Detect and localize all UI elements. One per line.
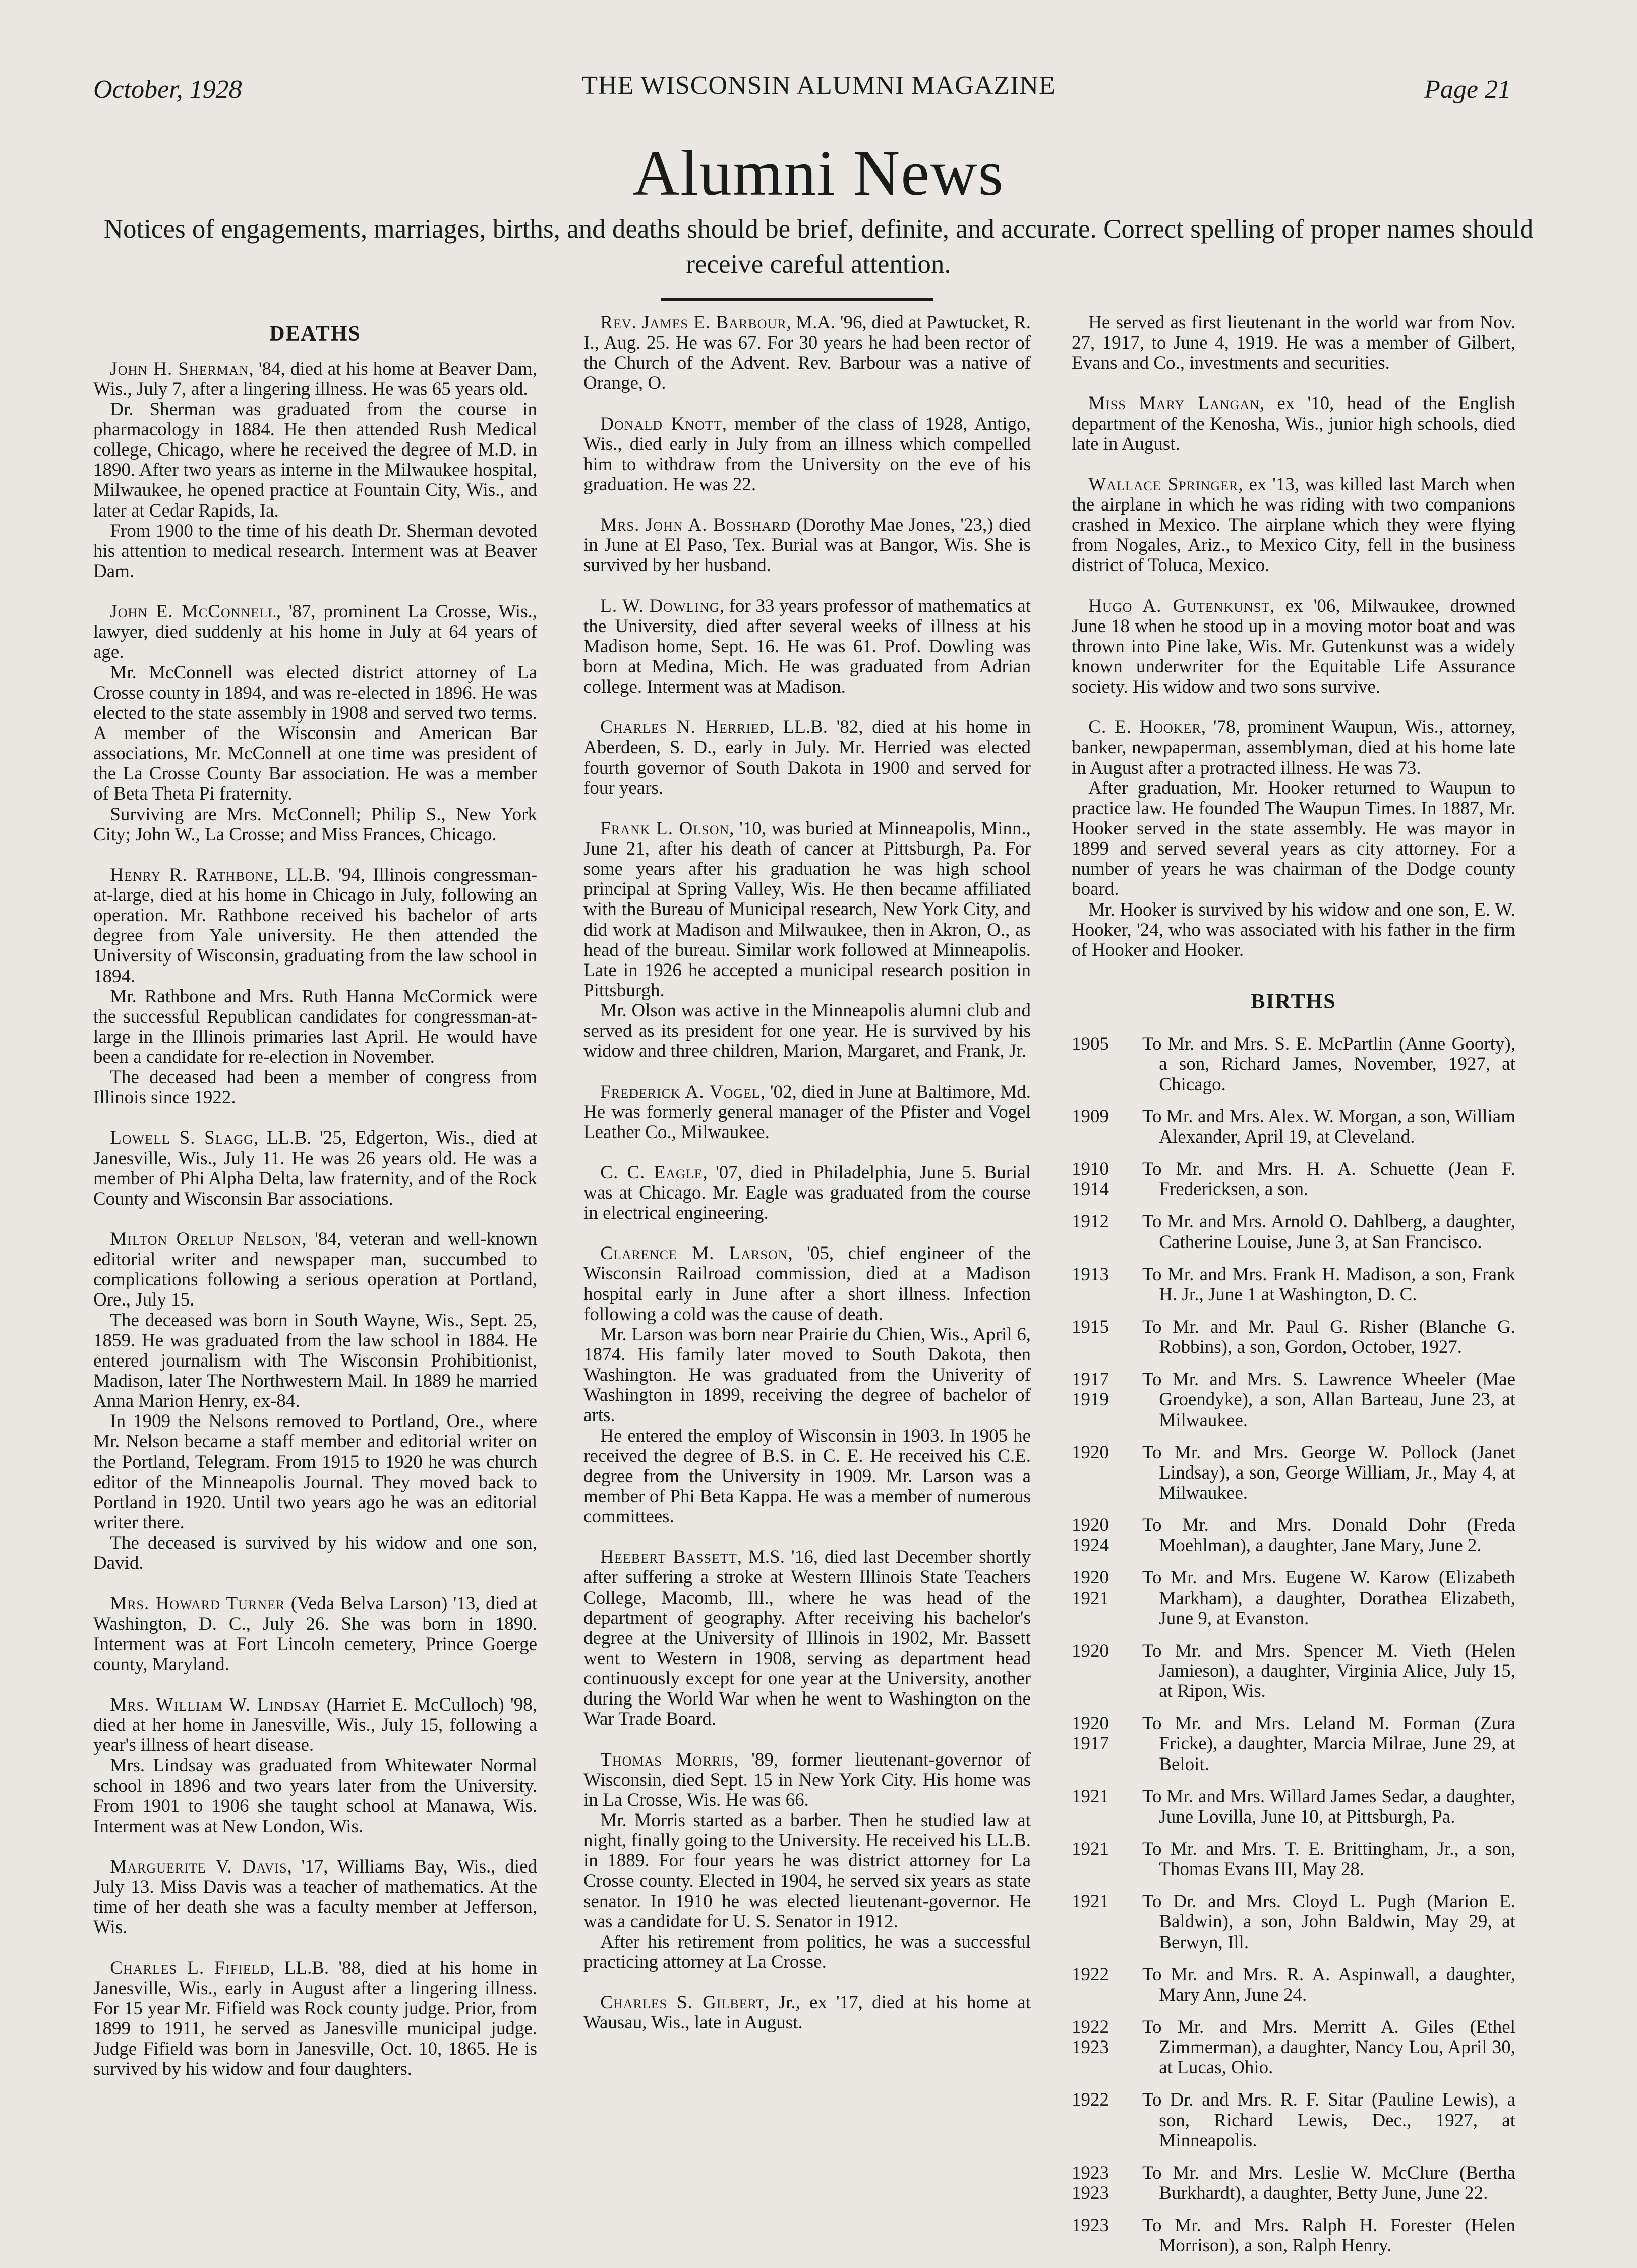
birth-entry — [1072, 2216, 1515, 2256]
birth-entry — [1072, 1159, 1515, 1200]
obituary-lead — [93, 1695, 537, 1755]
obituary-lead — [93, 359, 537, 400]
birth-notice: To Mr. and Mrs. H. A. Schuette (Jean F. Fredericksen, a son. — [1142, 1159, 1515, 1200]
obituary-text: In 1909 the Nelsons removed to Portland, Ore., where Mr. Nelson became a staff member and editorial writer on the Portland, Telegram. From 1915 to 1920 he was church editor of the Minneapolis Journal. They moved back to Portland in 1920. Until two years ago he was an editorial writer there. — [93, 1411, 537, 1534]
birth-notice: To Dr. and Mrs. Cloyd L. Pugh (Marion E. Baldwin), a son, John Baldwin, May 29, at Berwyn, Ill. — [1142, 1891, 1515, 1953]
obituary-entry — [93, 602, 537, 845]
obituary-text: , LL.B. '25, Edgerton, Wis., died at Janesville, Wis., July 11. He was 26 years old. He was a member of Phi Alpha Delta, law fraternity, and of the Rock County and Wisconsin Bar associations. — [93, 1127, 537, 1209]
obituary-entry — [93, 865, 537, 1108]
birth-notice: To Mr. and Mrs. Merritt A. Giles (Ethel Zimmerman), a daughter, Nancy Lou, April 30, at Lucas, Ohio. — [1142, 2016, 1515, 2078]
obituary-lead — [1072, 475, 1515, 576]
obituary-text: , '87, prominent La Crosse, Wis., lawyer, died suddenly at his home in July at 64 years of age. — [93, 601, 537, 663]
obituary-lead — [583, 313, 1031, 394]
birth-class-years — [1072, 1641, 1142, 1702]
obituary-lead — [583, 1163, 1031, 1223]
obituary-entry — [93, 1594, 537, 1675]
obituary-entry — [583, 1243, 1031, 1527]
birth-entry — [1072, 1317, 1515, 1357]
class-year: 1920 — [1072, 1442, 1109, 1463]
birth-notice: To Mr. and Mrs. Leland M. Forman (Zura Fricke), a daughter, Marcia Milrae, June 29, at Beloit. — [1142, 1713, 1515, 1775]
obituary-lead — [583, 414, 1031, 495]
birth-notice: To Mr. and Mrs. Willard James Sedar, a daughter, June Lovilla, June 10, at Pittsburgh, Pa. — [1142, 1786, 1515, 1827]
obituary-name: John E. McConnell — [110, 601, 276, 622]
deaths-heading: DEATHS — [269, 322, 361, 346]
birth-notice: To Mr. and Mrs. Spencer M. Vieth (Helen Jamieson), a daughter, Virginia Alice, July 15, at Ripon, Wis. — [1142, 1640, 1515, 1702]
birth-notice: To Mr. and Mrs. Leslie W. McClure (Bertha Burkhardt), a daughter, Betty June, June 22. — [1142, 2162, 1515, 2203]
class-year: 1920 — [1072, 1567, 1109, 1589]
obituary-name: Henry R. Rathbone — [110, 864, 274, 885]
obituary-text: Mr. Hooker is survived by his widow and one son, E. W. Hooker, '24, who was associated with his father in the firm of Hooker and Hooker. — [1072, 899, 1515, 960]
obituary-text: After graduation, Mr. Hooker returned to Waupun to practice law. He founded The Waupun Times. In 1887, Mr. Hooker served in the state assembly. He was mayor in 1899 and served several years as city attorney. For a number of years he was chairman of the Dodge county board. — [1072, 777, 1515, 900]
birth-entry — [1072, 1034, 1515, 1095]
obituary-paragraph — [93, 521, 537, 582]
birth-entry — [1072, 1265, 1515, 1305]
obituary-paragraph — [93, 1411, 537, 1533]
obituary-lead — [1072, 596, 1515, 698]
birth-notice: To Mr. and Mrs. Eugene W. Karow (Elizabeth Markham), a daughter, Dorathea Elizabeth, June 9, at Evanston. — [1142, 1567, 1515, 1629]
obituary-lead — [1072, 393, 1515, 454]
obituary-entry — [1072, 596, 1515, 698]
obituary-entry — [93, 1695, 537, 1837]
obituary-name: Mrs. William W. Lindsay — [110, 1694, 321, 1715]
birth-entry — [1072, 1107, 1515, 1147]
obituary-paragraph — [93, 1755, 537, 1837]
obituary-entry — [583, 515, 1031, 576]
obituary-text: , for 33 years professor of mathematics at the University, died after several weeks of illness at his Madison home, Sept. 16. He was 61. Prof. Dowling was born at Medina, Mich. He was graduated from Adrian college. Interment was at Madison. — [583, 595, 1031, 698]
class-year: 1921 — [1072, 1786, 1109, 1807]
obituary-lead — [93, 865, 537, 987]
obituary-text: Mrs. Lindsay was graduated from Whitewater Normal school in 1896 and two years later from the University. From 1901 to 1906 she taught school at Manawa, Wis. Interment was at New London, Wis. — [93, 1755, 537, 1837]
obituary-text: , member of the class of 1928, Antigo, Wis., died early in July from an illness which compelled him to withdraw from the University on the eve of his graduation. He was 22. — [583, 413, 1031, 495]
obituary-name: Marguerite V. Davis — [110, 1856, 287, 1877]
column-2 — [583, 313, 1031, 2053]
obituary-text: The deceased was born in South Wayne, Wis., Sept. 25, 1859. He was graduated from the law school in 1884. He entered journalism with The Wisconsin Prohibitionist, Madison, later The Northwestern Mail. In 1889 he married Anna Marion Henry, ex-84. — [93, 1310, 537, 1412]
obituary-paragraph — [1072, 313, 1515, 373]
page-number: Page 21 — [1424, 75, 1511, 104]
birth-notice: To Mr. and Mrs. Ralph H. Forester (Helen Morrison), a son, Ralph Henry. — [1142, 2215, 1515, 2256]
birth-class-years — [1072, 1515, 1142, 1556]
obituary-text: He served as first lieutenant in the world war from Nov. 27, 1917, to June 4, 1919. He was a member of Gilbert, Evans and Co., investments and securities. — [1072, 312, 1515, 374]
birth-class-years — [1072, 2090, 1142, 2150]
birth-entry — [1072, 2090, 1515, 2150]
class-year: 1912 — [1072, 1211, 1109, 1232]
birth-notice: To Mr. and Mrs. R. A. Aspinwall, a daughter, Mary Ann, June 24. — [1142, 1964, 1515, 2005]
obituary-lead — [583, 596, 1031, 698]
magazine-name: THE WISCONSIN ALUMNI MAGAZINE — [581, 71, 1056, 100]
class-year: 1922 — [1072, 2016, 1109, 2037]
obituary-text: , ex '13, was killed last March when the airplane in which he was riding with two companions crashed in Mexico. The airplane which they were flying from Nogales, Ariz., to Mexico City, fell in the business district of Toluca, Mexico. — [1072, 474, 1516, 576]
birth-entry — [1072, 1965, 1515, 2005]
birth-class-years — [1072, 1034, 1142, 1095]
obituary-text: (Harriet E. McCulloch) '98, died at her home in Janesville, Wis., July 15, following a year's illness of heart disease. — [93, 1694, 537, 1756]
obituary-entry — [1072, 717, 1515, 960]
obituary-name: Rev. James E. Barbour — [600, 312, 787, 333]
obituary-entry — [93, 1128, 537, 1209]
obituary-entry — [1072, 393, 1515, 454]
obituary-name: Thomas Morris — [600, 1749, 734, 1770]
obituary-text: , ex '06, Milwaukee, drowned June 18 when he stood up in a moving motor boat and was thrown into Pine lake, Wis. Mr. Gutenkunst was a widely known underwriter for the Equitable Life Assurance society. His widow and two sons survive. — [1072, 595, 1516, 698]
obituary-paragraph — [93, 400, 537, 521]
birth-notice: To Mr. and Mrs. S. E. McPartlin (Anne Goorty), a son, Richard James, November, 1927, at Chicago. — [1142, 1033, 1515, 1095]
birth-entry — [1072, 2017, 1515, 2078]
obituary-name: Frank L. Olson — [600, 818, 730, 839]
class-year: 1917 — [1072, 1733, 1109, 1754]
obituary-name: Heebert Bassett — [600, 1547, 737, 1568]
page-title: Alumni News — [632, 137, 1005, 209]
obituary-entry — [583, 1082, 1031, 1143]
obituary-lead — [93, 1594, 537, 1675]
obituary-name: Mrs. Howard Turner — [110, 1593, 285, 1614]
class-year: 1913 — [1072, 1264, 1109, 1285]
birth-entry — [1072, 1641, 1515, 1702]
obituary-lead — [583, 1547, 1031, 1729]
birth-entry — [1072, 2163, 1515, 2203]
obituary-entry-continued — [583, 1993, 1031, 2033]
birth-class-years — [1072, 1892, 1142, 1952]
obituary-text: Mr. McConnell was elected district attorney of La Crosse county in 1894, and was re-elected in 1896. He was elected to the state assembly in 1908 and served two terms. A member of the Wisconsin and American Bar associations, Mr. McConnell at one time was president of the La Crosse County Bar association. He was a member of Beta Theta Pi fraternity. — [93, 662, 537, 805]
obituary-name: John H. Sherman — [110, 358, 249, 379]
class-year: 1921 — [1072, 1587, 1109, 1609]
class-year: 1910 — [1072, 1159, 1109, 1180]
obituary-text: Mr. Rathbone and Mrs. Ruth Hanna McCormick were the successful Republican candidates for congressman-at-large in the Illinois primaries last April. He would have been a candidate for re-election in November. — [93, 986, 537, 1068]
obituary-text: (Dorothy Mae Jones, '23,) died in June at El Paso, Tex. Burial was at Bangor, Wis. She is survived by her husband. — [583, 515, 1031, 576]
obituary-entry — [583, 819, 1031, 1062]
obituary-text: , '89, former lieutenant-governor of Wisconsin, died Sept. 15 in New York City. His home was in La Crosse, Wis. He was 66. — [583, 1749, 1031, 1810]
obituary-paragraph — [1072, 778, 1515, 900]
birth-entry — [1072, 1892, 1515, 1952]
obituary-paragraph — [583, 1810, 1031, 1932]
obituary-lead — [93, 602, 537, 662]
obituary-entry — [583, 1750, 1031, 1973]
obituary-paragraph — [93, 1533, 537, 1573]
obituary-paragraph — [583, 1932, 1031, 1972]
class-year: 1921 — [1072, 1839, 1109, 1859]
birth-class-years — [1072, 1965, 1142, 2005]
class-year: 1921 — [1072, 1891, 1109, 1912]
obituary-entry — [1072, 475, 1515, 576]
birth-notice: To Mr. and Mrs. Frank H. Madison, a son, Frank H. Jr., June 1 at Washington, D. C. — [1142, 1264, 1515, 1305]
obituary-paragraph — [1072, 900, 1515, 960]
class-year: 1920 — [1072, 1713, 1109, 1734]
obituary-text: , M.A. '96, died at Pawtucket, R. I., Aug. 25. He was 67. For 30 years he had been rector of the Church of the Advent. Rev. Barbour was a native of Orange, O. — [583, 312, 1031, 394]
birth-entry — [1072, 1515, 1515, 1556]
birth-class-years — [1072, 1107, 1142, 1147]
birth-class-years — [1072, 1568, 1142, 1628]
obituary-paragraph — [93, 987, 537, 1068]
obituary-name: C. E. Hooker — [1088, 717, 1201, 738]
obituary-lead — [93, 1128, 537, 1209]
obituary-name: Clarence M. Larson — [600, 1243, 788, 1264]
birth-class-years — [1072, 1787, 1142, 1827]
obituary-lead — [583, 1082, 1031, 1143]
obituary-continuation — [1072, 313, 1515, 373]
class-year: 1923 — [1072, 2215, 1109, 2236]
birth-entry — [1072, 1568, 1515, 1628]
class-year: 1914 — [1072, 1179, 1109, 1200]
obituary-lead — [583, 1750, 1031, 1810]
obituary-entry — [93, 1857, 537, 1938]
obituary-text: , Jr., ex '17, died at his home at Wausau, Wis., late in August. — [583, 1992, 1031, 2033]
birth-class-years — [1072, 1443, 1142, 1503]
class-year: 1920 — [1072, 1640, 1109, 1661]
obituary-entry — [583, 596, 1031, 698]
obituary-entry — [583, 1547, 1031, 1729]
birth-class-years — [1072, 1714, 1142, 1774]
obituary-paragraph — [93, 663, 537, 805]
birth-notice: To Mr. and Mrs. Arnold O. Dahlberg, a daughter, Catherine Louise, June 3, at San Francisco. — [1142, 1211, 1515, 1253]
birth-class-years — [1072, 2216, 1142, 2256]
obituary-name: Mrs. John A. Bosshard — [600, 515, 791, 536]
obituary-lead — [1072, 717, 1515, 778]
obituary-name: Wallace Springer — [1088, 474, 1239, 495]
obituary-paragraph — [583, 1001, 1031, 1061]
birth-entry — [1072, 1839, 1515, 1880]
obituary-text: , '10, was buried at Minneapolis, Minn., June 21, after his death of cancer at Pittsburgh, Pa. For some years after his graduation he was high school principal at Spring Valley, Wis. He then became affiliated with the Bureau of Municipal research, New York City, and did work at Madison and Milwaukee, then in Akron, O., as head of the bureau. Similar work followed at Minneapolis. Late in 1926 he accepted a municipal research position in Pittsburgh. — [583, 818, 1031, 1001]
class-year: 1923 — [1072, 2037, 1109, 2058]
obituary-text: , '84, veteran and well-known editorial writer and newspaper man, succumbed to complications following a serious operation at Portland, Ore., July 15. — [93, 1229, 537, 1311]
obituary-lead — [93, 1229, 537, 1311]
birth-class-years — [1072, 1265, 1142, 1305]
birth-class-years — [1072, 1212, 1142, 1252]
obituary-entry — [93, 1229, 537, 1573]
birth-class-years — [1072, 2017, 1142, 2078]
title-rule — [661, 298, 933, 301]
obituary-text: , M.S. '16, died last December shortly after suffering a stroke at Western Illinois State Teachers College, Macomb, Ill., where he was head of the department of geography. After receiving his bachelor's degree at the University of Illinois in 1902, Mr. Bassett went to Western in 1908, serving as department head continuously except for one year at the University, another during the World War when he went to Washington on the War Trade Board. — [583, 1547, 1031, 1730]
obituary-text: The deceased is survived by his widow and one son, David. — [93, 1533, 537, 1574]
obituary-lead — [93, 1958, 537, 2080]
obituary-paragraph — [583, 1426, 1031, 1527]
obituary-entry — [583, 717, 1031, 799]
obituary-entry — [93, 359, 537, 582]
obituary-text: , '05, chief engineer of the Wisconsin Railroad commission, died at a Madison hospital early in June after a short illness. Infection following a cold was the cause of death. — [583, 1243, 1031, 1325]
obituary-name: Charles L. Fifield — [110, 1957, 270, 1978]
obituary-name: Lowell S. Slagg — [110, 1127, 254, 1149]
class-year: 1905 — [1072, 1033, 1109, 1054]
obituary-name: Charles N. Herried — [600, 717, 770, 738]
class-year: 1909 — [1072, 1106, 1109, 1127]
obituary-text: , ex '10, head of the English department of the Kenosha, Wis., junior high schools, died late in August. — [1072, 393, 1515, 455]
obituary-lead — [583, 515, 1031, 576]
obituary-entry — [583, 313, 1031, 394]
obituary-entry — [93, 1958, 537, 2080]
birth-notice: To Mr. and Mrs. S. Lawrence Wheeler (Mae Groendyke), a son, Allan Barteau, June 23, at Milwaukee. — [1142, 1369, 1515, 1431]
obituary-name: Miss Mary Langan — [1088, 393, 1260, 414]
obituary-text: The deceased had been a member of congress from Illinois since 1922. — [93, 1067, 537, 1108]
birth-notice: To Mr. and Mrs. Alex. W. Morgan, a son, William Alexander, April 19, at Cleveland. — [1142, 1106, 1515, 1148]
obituary-text: , '78, prominent Waupun, Wis., attorney, banker, newpaperman, assemblyman, died at his home late in August after a protracted illness. He was 73. — [1072, 717, 1515, 778]
obituary-text: , LL.B. '82, died at his home in Aberdeen, S. D., early in July. Mr. Herried was elected fourth governor of South Dakota in 1900 and served for four years. — [583, 717, 1031, 799]
obituary-name: Donald Knott — [600, 413, 722, 434]
obituary-text: , LL.B. '88, died at his home in Janesville, Wis., early in August after a lingering illness. For 15 year Mr. Fifield was Rock county judge. Prior, from 1899 to 1911, he served as Janesville municipal judge. Judge Fifield was born in Janesville, Oct. 10, 1865. He is survived by his widow and four daughters. — [93, 1957, 537, 2080]
obituary-text: Mr. Olson was active in the Minneapolis alumni club and served as its president for one year. He is survived by his widow and three children, Marion, Margaret, and Frank, Jr. — [583, 1000, 1031, 1062]
obituary-text: After his retirement from politics, he was a successful practicing attorney at La Crosse. — [583, 1931, 1031, 1972]
obituary-paragraph — [93, 805, 537, 845]
obituary-text: , '84, died at his home at Beaver Dam, Wis., July 7, after a lingering illness. He was 65 years old. — [93, 358, 538, 400]
submission-notice: Notices of engagements, marriages, births, and deaths should be brief, definite, and accurate. Correct spelling of proper names should receive careful attention. — [103, 214, 1534, 279]
class-year: 1917 — [1072, 1369, 1109, 1390]
class-year: 1922 — [1072, 1964, 1109, 1985]
obituary-name: C. C. Eagle — [600, 1162, 703, 1183]
obituary-entry — [583, 1163, 1031, 1223]
obituary-text: Mr. Morris started as a barber. Then he studied law at night, finally going to the University. He received his LL.B. in 1889. For four years he was district attorney for La Crosse county. Elected in 1904, he served six years as state senator. In 1910 he was elected lieutenant-governor. He was a candidate for U. S. Senator in 1912. — [583, 1810, 1031, 1932]
birth-entry — [1072, 1787, 1515, 1827]
obituary-lead — [583, 1243, 1031, 1325]
birth-class-years — [1072, 1839, 1142, 1880]
birth-class-years — [1072, 1370, 1142, 1430]
obituary-name: Hugo A. Gutenkunst — [1088, 595, 1270, 616]
birth-notice: To Mr. and Mr. Paul G. Risher (Blanche G. Robbins), a son, Gordon, October, 1927. — [1142, 1317, 1515, 1358]
obituary-name: Frederick A. Vogel — [600, 1081, 761, 1102]
issue-date: October, 1928 — [93, 75, 242, 104]
obituary-name: Milton Orelup Nelson — [110, 1229, 302, 1250]
obituary-text: , '07, died in Philadelphia, June 5. Burial was at Chicago. Mr. Eagle was graduated from the course in electrical engineering. — [583, 1162, 1031, 1224]
column-3 — [1072, 313, 1515, 2268]
birth-notice: To Dr. and Mrs. R. F. Sitar (Pauline Lewis), a son, Richard Lewis, Dec., 1927, at Minneapolis. — [1142, 2089, 1515, 2151]
birth-notice: To Mr. and Mrs. George W. Pollock (Janet Lindsay), a son, George William, Jr., May 4, at Milwaukee. — [1142, 1442, 1515, 1504]
class-year: 1915 — [1072, 1317, 1109, 1338]
birth-entry — [1072, 1212, 1515, 1252]
obituary-entry — [583, 414, 1031, 495]
obituary-lead — [93, 1857, 537, 1938]
class-year: 1920 — [1072, 1515, 1109, 1536]
birth-notice: To Mr. and Mrs. Donald Dohr (Freda Moehlman), a daughter, Jane Mary, June 2. — [1142, 1515, 1515, 1556]
births-list — [1072, 1034, 1515, 2256]
obituary-paragraph — [583, 1325, 1031, 1426]
birth-entry — [1072, 1714, 1515, 1774]
obituary-text: Mr. Larson was born near Prairie du Chien, Wis., April 6, 1874. His family later moved to South Dakota, then Washington. He was graduated from the Univerity of Washington in 1899, receiving the degree of bachelor of arts. — [583, 1324, 1031, 1426]
birth-entry — [1072, 1443, 1515, 1503]
obituary-lead — [583, 1993, 1031, 2033]
birth-notice: To Mr. and Mrs. T. E. Brittingham, Jr., a son, Thomas Evans III, May 28. — [1142, 1839, 1515, 1880]
birth-entry — [1072, 1370, 1515, 1430]
obituary-text: (Veda Belva Larson) '13, died at Washington, D. C., July 26. She was born in 1890. Interment was at Fort Lincoln cemetery, Prince Goerge county, Maryland. — [93, 1593, 537, 1675]
obituary-text: Dr. Sherman was graduated from the course in pharmacology in 1884. He then attended Rush Medical college, Chicago, where he received the degree of M.D. in 1890. After two years as interne in the Milwaukee hospital, Milwaukee, he opened practice at Fountain City, Wis., and later at Cedar Rapids, Ia. — [93, 399, 537, 521]
birth-class-years — [1072, 1317, 1142, 1357]
obituary-paragraph — [93, 1311, 537, 1412]
class-year: 1923 — [1072, 2162, 1109, 2183]
birth-class-years — [1072, 2163, 1142, 2203]
class-year: 1922 — [1072, 2089, 1109, 2111]
obituary-name: L. W. Dowling — [600, 595, 720, 616]
obituary-text: , '17, Williams Bay, Wis., died July 13. Miss Davis was a teacher of mathematics. At the time of her death she was a faculty member at Jefferson, Wis. — [93, 1856, 537, 1938]
obituary-lead — [583, 717, 1031, 799]
obituary-name: Charles S. Gilbert — [600, 1992, 765, 2013]
obituary-text: , '02, died in June at Baltimore, Md. He was formerly general manager of the Pfister and Vogel Leather Co., Milwaukee. — [583, 1081, 1031, 1143]
obituary-text: Surviving are Mrs. McConnell; Philip S., New York City; John W., La Crosse; and Miss Frances, Chicago. — [93, 804, 537, 845]
obituary-text: , LL.B. '94, Illinois congressman-at-large, died at his home in Chicago in July, following an operation. Mr. Rathbone received his bachelor of arts degree from Yale university. He then attended the University of Wisconsin, graduating from the law school in 1894. — [93, 864, 538, 987]
birth-class-years — [1072, 1159, 1142, 1200]
obituary-paragraph — [93, 1067, 537, 1108]
class-year: 1924 — [1072, 1535, 1109, 1556]
obituary-text: From 1900 to the time of his death Dr. Sherman devoted his attention to medical research. Interment was at Beaver Dam. — [93, 520, 537, 582]
births-heading: BIRTHS — [1251, 990, 1336, 1013]
running-head — [0, 71, 1637, 111]
column-1 — [93, 313, 537, 2100]
obituary-text: He entered the employ of Wisconsin in 1903. In 1905 he received the degree of B.S. in C. E. He received his C.E. degree from the University in 1909. Mr. Larson was a member of Phi Beta Kappa. He was a member of numerous committees. — [583, 1425, 1031, 1527]
class-year: 1919 — [1072, 1389, 1109, 1410]
obituary-lead — [583, 819, 1031, 1001]
class-year: 1923 — [1072, 2182, 1109, 2203]
